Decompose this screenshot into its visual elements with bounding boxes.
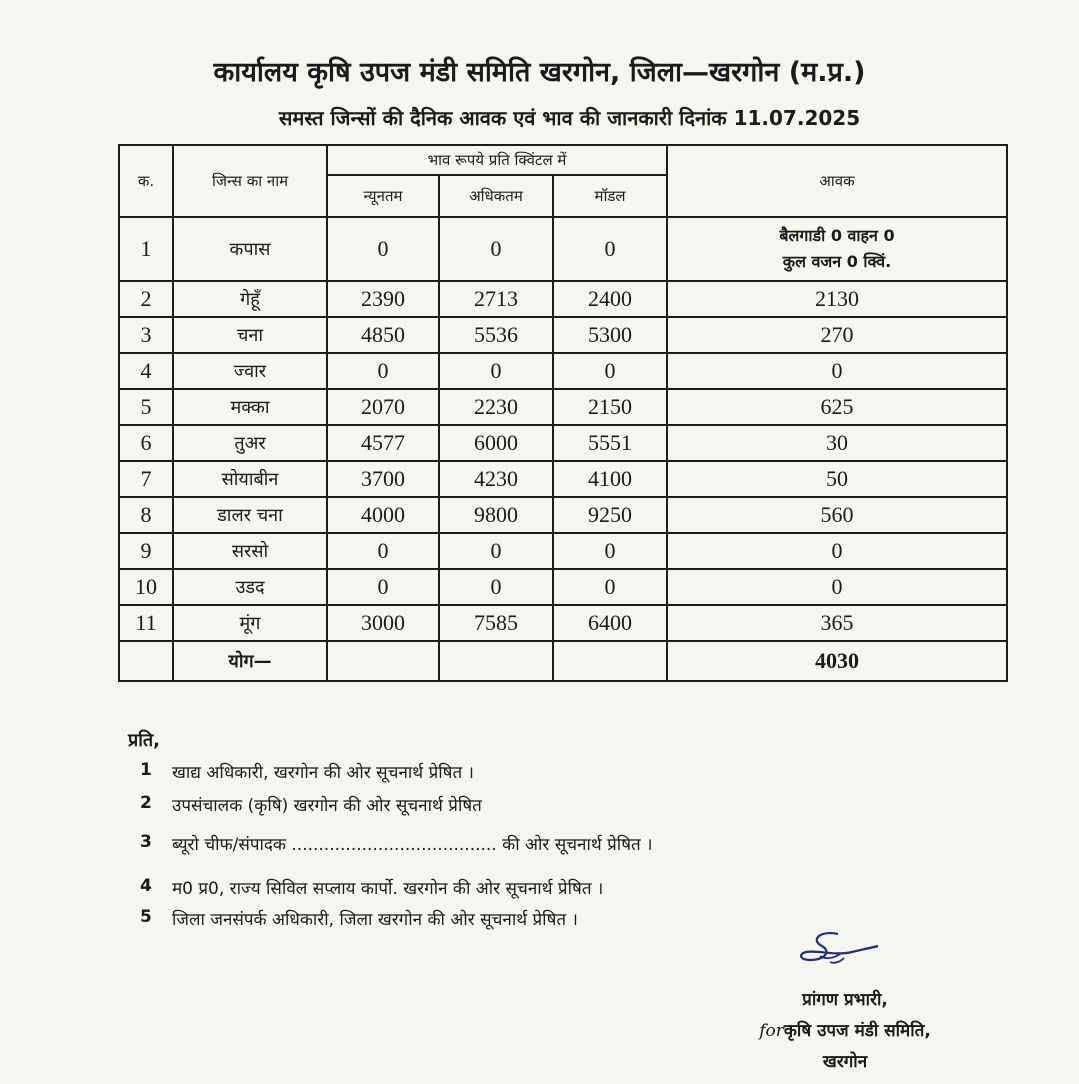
cell-modal: 5551	[553, 425, 667, 461]
office-title: कार्यालय कृषि उपज मंडी समिति खरगोन, जिला—खरगोन (म.प्र.)	[213, 57, 866, 88]
cell-sno: 5	[119, 389, 173, 425]
cell-min: 2070	[327, 389, 439, 425]
table-row	[119, 605, 1007, 641]
cell-arrival	[667, 217, 1007, 281]
recipient-text: जिला जनसंपर्क अधिकारी, जिला खरगोन की ओर सूचनार्थ प्रेषित ।	[172, 910, 578, 930]
cell-commodity: सरसो	[173, 533, 327, 569]
recipient-number: 1	[140, 760, 152, 780]
cell-commodity: उडद	[173, 569, 327, 605]
cell-sno: 4	[119, 353, 173, 389]
cell-max: 0	[439, 353, 553, 389]
recipient-item	[140, 793, 482, 816]
copy-to-heading: प्रति,	[128, 730, 161, 751]
cell-min: 2390	[327, 281, 439, 317]
table-row	[119, 281, 1007, 317]
cell-modal: 2150	[553, 389, 667, 425]
cell-modal: 4100	[553, 461, 667, 497]
cell-modal: 6400	[553, 605, 667, 641]
cell-commodity: गेहूँ	[173, 281, 327, 317]
cell-modal: 0	[553, 569, 667, 605]
table-row	[119, 425, 1007, 461]
total-row	[119, 641, 1007, 681]
cell-sno: 1	[119, 217, 173, 281]
cell-arrival: 2130	[667, 281, 1007, 317]
cell-arrival: 50	[667, 461, 1007, 497]
signatory-designation: प्रांगण प्रभारी,	[802, 990, 888, 1010]
cell-sno: 11	[119, 605, 173, 641]
table-row	[119, 461, 1007, 497]
signatory-place: खरगोन	[822, 1052, 868, 1072]
recipient-item	[140, 907, 578, 930]
cell-arrival: 625	[667, 389, 1007, 425]
cell-modal: 5300	[553, 317, 667, 353]
col-header-max: अधिकतम	[439, 175, 553, 217]
cell-max: 0	[439, 533, 553, 569]
cell-modal: 0	[553, 353, 667, 389]
cell-min: 0	[327, 217, 439, 281]
cell-min: 3000	[327, 605, 439, 641]
cell-arrival: 270	[667, 317, 1007, 353]
table-row	[119, 353, 1007, 389]
col-header-name: जिन्स का नाम	[173, 145, 327, 217]
cell-arrival: 0	[667, 533, 1007, 569]
signatory-initials: for	[759, 1021, 784, 1041]
signature-block	[720, 985, 970, 1078]
cell-commodity: मूंग	[173, 605, 327, 641]
col-header-arrival: आवक	[667, 145, 1007, 217]
cell-max: 9800	[439, 497, 553, 533]
recipient-item	[140, 760, 474, 783]
cell-min: 4850	[327, 317, 439, 353]
arrival-weight: कुल वजन 0 क्विं.	[782, 252, 892, 271]
cell-arrival: 560	[667, 497, 1007, 533]
recipient-text: म0 प्र0, राज्य सिविल सप्लाय कार्पो. खरगोन की ओर सूचनार्थ प्रेषित ।	[172, 879, 604, 899]
recipient-item	[140, 876, 603, 899]
cell-commodity: कपास	[173, 217, 327, 281]
report-subtitle: समस्त जिन्सों की दैनिक आवक एवं भाव की जानकारी दिनांक 11.07.2025	[278, 106, 861, 130]
table-row	[119, 533, 1007, 569]
cell-sno: 7	[119, 461, 173, 497]
cell-min: 0	[327, 533, 439, 569]
handwritten-signature	[760, 930, 880, 980]
cell-sno: 8	[119, 497, 173, 533]
table-row	[119, 569, 1007, 605]
cell-sno: 9	[119, 533, 173, 569]
cell-max: 7585	[439, 605, 553, 641]
cell-max: 2713	[439, 281, 553, 317]
recipient-number: 5	[140, 907, 152, 927]
cell-commodity: तुअर	[173, 425, 327, 461]
col-header-sno: क.	[119, 145, 173, 217]
cell-modal: 0	[553, 533, 667, 569]
recipient-text: उपसंचालक (कृषि) खरगोन की ओर सूचनार्थ प्रेषित	[172, 796, 482, 816]
cell-sno: 3	[119, 317, 173, 353]
cell-max: 5536	[439, 317, 553, 353]
cell-commodity: सोयाबीन	[173, 461, 327, 497]
signatory-office: कृषि उपज मंडी समिति,	[783, 1021, 931, 1041]
cell-modal: 2400	[553, 281, 667, 317]
cell-min: 4000	[327, 497, 439, 533]
recipient-text: ब्यूरो चीफ/संपादक ...................................... की ओर सूचनार्थ प्रेषित ।	[172, 835, 653, 855]
cell-sno: 10	[119, 569, 173, 605]
col-header-min: न्यूनतम	[327, 175, 439, 217]
table-row	[119, 497, 1007, 533]
cell-arrival: 0	[667, 569, 1007, 605]
cell-min: 3700	[327, 461, 439, 497]
cell-commodity: चना	[173, 317, 327, 353]
cell-min: 0	[327, 353, 439, 389]
total-label: योग—	[173, 641, 327, 681]
recipient-item	[140, 832, 653, 855]
arrival-vehicles: बैलगाडी 0 वाहन 0	[779, 226, 895, 245]
cell-max: 0	[439, 217, 553, 281]
table-row	[119, 389, 1007, 425]
cell-min: 4577	[327, 425, 439, 461]
cell-arrival: 365	[667, 605, 1007, 641]
col-header-modal: मॉडल	[553, 175, 667, 217]
cell-modal: 9250	[553, 497, 667, 533]
cell-modal: 0	[553, 217, 667, 281]
cell-max: 2230	[439, 389, 553, 425]
cell-sno: 2	[119, 281, 173, 317]
cell-commodity: मक्का	[173, 389, 327, 425]
cell-min: 0	[327, 569, 439, 605]
table-row	[119, 317, 1007, 353]
recipient-number: 2	[140, 793, 152, 813]
recipient-text: खाद्य अधिकारी, खरगोन की ओर सूचनार्थ प्रेषित ।	[172, 763, 475, 783]
col-header-price-group: भाव रूपये प्रति क्विंटल में	[327, 145, 667, 175]
table-row	[119, 217, 1007, 281]
cell-commodity: ज्वार	[173, 353, 327, 389]
mandi-rates-table	[118, 144, 1008, 682]
recipient-number: 4	[140, 876, 152, 896]
cell-arrival: 0	[667, 353, 1007, 389]
cell-max: 6000	[439, 425, 553, 461]
cell-arrival: 30	[667, 425, 1007, 461]
cell-sno: 6	[119, 425, 173, 461]
cell-max: 4230	[439, 461, 553, 497]
cell-max: 0	[439, 569, 553, 605]
total-arrival: 4030	[667, 641, 1007, 681]
cell-commodity: डालर चना	[173, 497, 327, 533]
recipient-number: 3	[140, 832, 152, 852]
